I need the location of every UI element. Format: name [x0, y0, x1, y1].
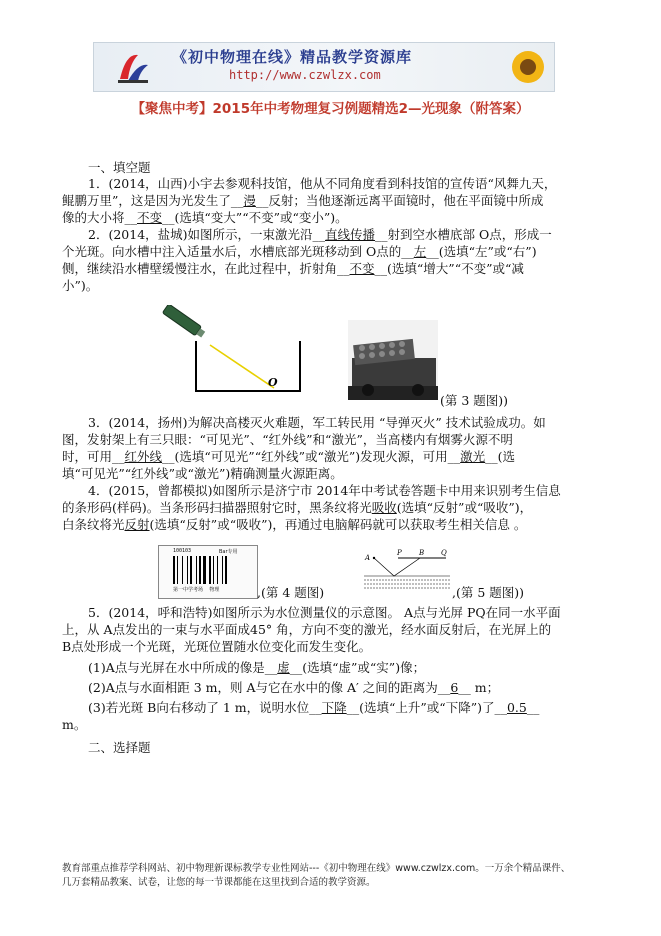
barcode-stripe [182, 556, 183, 584]
barcode-stripe [217, 556, 218, 584]
title-prefix: 【聚焦中考】 [131, 101, 213, 117]
q2-answer-3: 不变 [349, 261, 375, 276]
q5-text: __ m； [458, 680, 500, 695]
q5-answer-3: 下降 [321, 700, 347, 715]
q5-answer-1: 虚 [277, 660, 290, 675]
point-p-label: P [397, 549, 402, 557]
document-title [0, 97, 661, 117]
q2-line2 [62, 243, 592, 260]
q5-text: __(选填“虚”或“实”)像； [289, 660, 426, 675]
point-a-label: A [365, 554, 371, 562]
q5-text: __ [526, 700, 540, 715]
section-heading-fill-blank: 一、填空题 [88, 160, 151, 175]
q5-text: (2)A点与水面相距 3 m，则 A与它在水中的像 A′ 之间的距离为__ [88, 680, 451, 695]
figure-3-caption: (第 3 题图)) [440, 393, 509, 408]
point-b-label: B [419, 549, 425, 557]
barcode-stripe [196, 556, 197, 584]
q2-line3 [62, 260, 592, 277]
q1-text: 像的大小将__ [62, 210, 138, 225]
site-logo-icon [116, 49, 150, 85]
q3-text: __(选填“可见光”“红外线”或“激光”)发现火源，可用__ [162, 449, 461, 464]
barcode-stripe [177, 556, 178, 584]
barcode-stripe [222, 556, 223, 584]
q2-text: 个光斑。向水槽中注入适量水后，水槽底部光斑移动到 O点的__ [62, 244, 414, 259]
q2-text: __(选填“增大”“不变”或“减 [374, 261, 524, 276]
title-main: 2015年中考物理复习例题精选2—光现象 [212, 101, 462, 117]
q2-text: __(选填“左”或“右”) [426, 244, 537, 259]
q2-answer-2: 左 [413, 244, 427, 259]
barcode-stripe [199, 556, 201, 584]
q2-line4: 小”)。 [62, 278, 99, 293]
q5-answer-2: 6 [450, 680, 459, 695]
q4-line3 [62, 516, 592, 533]
barcode-stripe [190, 556, 192, 584]
q5-line1: 5．(2014，呼和浩特)如图所示为水位测量仪的示意图。 A点与光屏 PQ在同一水平面 [88, 605, 561, 620]
point-q-label: Q [441, 549, 447, 557]
barcode-stripe [209, 556, 211, 584]
barcode-stripe [225, 556, 227, 584]
barcode-stripe [213, 556, 214, 584]
barcode-tag: Bar专用 [219, 549, 238, 555]
figure-barcode [158, 545, 258, 599]
title-suffix: （附答案） [461, 101, 530, 117]
q4-text: 的条形码(样码)。当条形码扫描器照射它时，黑条纹将光 [62, 500, 372, 515]
q5-text: __(选填“上升”或“下降”)了__ [346, 700, 507, 715]
q3-line2: 图，发射架上有三只眼：“可见光”、“红外线”和“激光”，当高楼内有烟雾火源不明 [62, 432, 513, 447]
q4-line2 [62, 499, 592, 516]
figure-5-caption: ,(第 5 题图)) [452, 585, 525, 600]
q3-line1: 3．(2014，扬州)为解决高楼灭火难题，军工转民用 “导弹灭火” 技术试验成功。如 [88, 415, 546, 430]
q3-answer-2: 激光 [460, 449, 486, 464]
q5-line3: B点处形成一个光斑，光斑位置随水位变化而发生变化。 [62, 639, 372, 654]
q1-line1: 1．(2014，山西)小宇去参观科技馆，他从不同角度看到科技馆的宣传语“风舞九天， [88, 176, 557, 191]
q3-text: 时，可用__ [62, 449, 125, 464]
q1-answer-2: 不变 [137, 210, 163, 225]
section-heading-choice: 二、选择题 [88, 740, 151, 755]
banner-url[interactable]: http://www.czwlzx.com [229, 68, 381, 82]
q2-text: 2．(2014，盐城)如图所示，一束激光沿__ [88, 227, 326, 242]
footer-line2: 几万套精品教案、试卷，让您的每一节课都能在这里找到合适的教学资源。 [62, 877, 376, 888]
barcode-number: 100103 [173, 548, 192, 554]
q5-line2: 上，从 A点发出的一束与水平面成45° 角，方向不变的激光，经水面反射后，在光屏上的 [62, 622, 552, 637]
figure-4-caption: ,(第 4 题图) [257, 585, 325, 600]
q1-text: 鲲鹏万里”，这是因为光发生了__ [62, 193, 244, 208]
q4-answer-1: 吸收 [371, 500, 397, 515]
q2-text: 侧，继续沿水槽壁缓慢注水，在此过程中，折射角__ [62, 261, 350, 276]
q2-text: __射到空水槽底部 O点，形成一 [375, 227, 552, 242]
q3-text: __(选 [485, 449, 516, 464]
barcode-stripe [203, 556, 206, 584]
q5-sub3-unit: m。 [62, 717, 87, 732]
q3-answer-1: 红外线 [124, 449, 163, 464]
q5-sub1 [88, 659, 598, 676]
q1-answer-1: 漫 [243, 193, 256, 208]
page-footer [62, 862, 602, 890]
sunflower-icon [508, 47, 548, 87]
q1-text: __(选填“变大”“不变”或“变小”)。 [162, 210, 348, 225]
barcode-stripe [187, 556, 188, 584]
barcode-stripe [173, 556, 175, 584]
q5-text: (3)若光斑 B向右移动了 1 m，说明水位__ [88, 700, 322, 715]
barcode-bars [173, 556, 243, 584]
q5-answer-4: 0.5 [506, 700, 527, 715]
q5-sub3 [88, 699, 598, 716]
banner-title: 《初中物理在线》精品教学资源库 [172, 48, 413, 66]
figure-missile-launcher-photo [348, 320, 438, 400]
figure-water-tank [158, 305, 310, 400]
q4-text: (选填“反射”或“吸收”)， [396, 500, 533, 515]
q1-line2 [62, 192, 592, 209]
q4-text: 白条纹将光 [62, 517, 125, 532]
figure-water-level-meter [362, 548, 452, 596]
q2-answer-1: 直线传播 [325, 227, 376, 242]
q1-line3 [62, 209, 592, 226]
q3-line3 [62, 448, 592, 465]
question-1 [88, 175, 598, 192]
q4-text: (选填“反射”或“吸收”)，再通过电脑解码就可以获取考生相关信息 。 [149, 517, 527, 532]
site-banner [93, 42, 555, 92]
point-o-label: O [268, 376, 278, 389]
q4-line1: 4．(2015，曾都模拟)如图所示是济宁市 2014年中考试卷答题卡中用来识别考生信息 [88, 483, 561, 498]
q2-line1 [88, 226, 598, 243]
q5-sub2 [88, 679, 598, 696]
q5-text: (1)A点与光屏在水中所成的像是__ [88, 660, 278, 675]
q1-text: __反射；当他逐渐远离平面镜时，他在平面镜中所成 [255, 193, 544, 208]
footer-line1: 教育部重点推荐学科网站、初中物理新课标教学专业性网站---《初中物理在线》www.czwlzx.com。一万余个精品课件、 [62, 863, 571, 874]
barcode-bottom-text: 第一中学考场 物理 [173, 587, 220, 593]
q4-answer-2: 反射 [124, 517, 150, 532]
q3-line4: 填“可见光”“红外线”或“激光”)精确测量火源距离。 [62, 466, 343, 481]
